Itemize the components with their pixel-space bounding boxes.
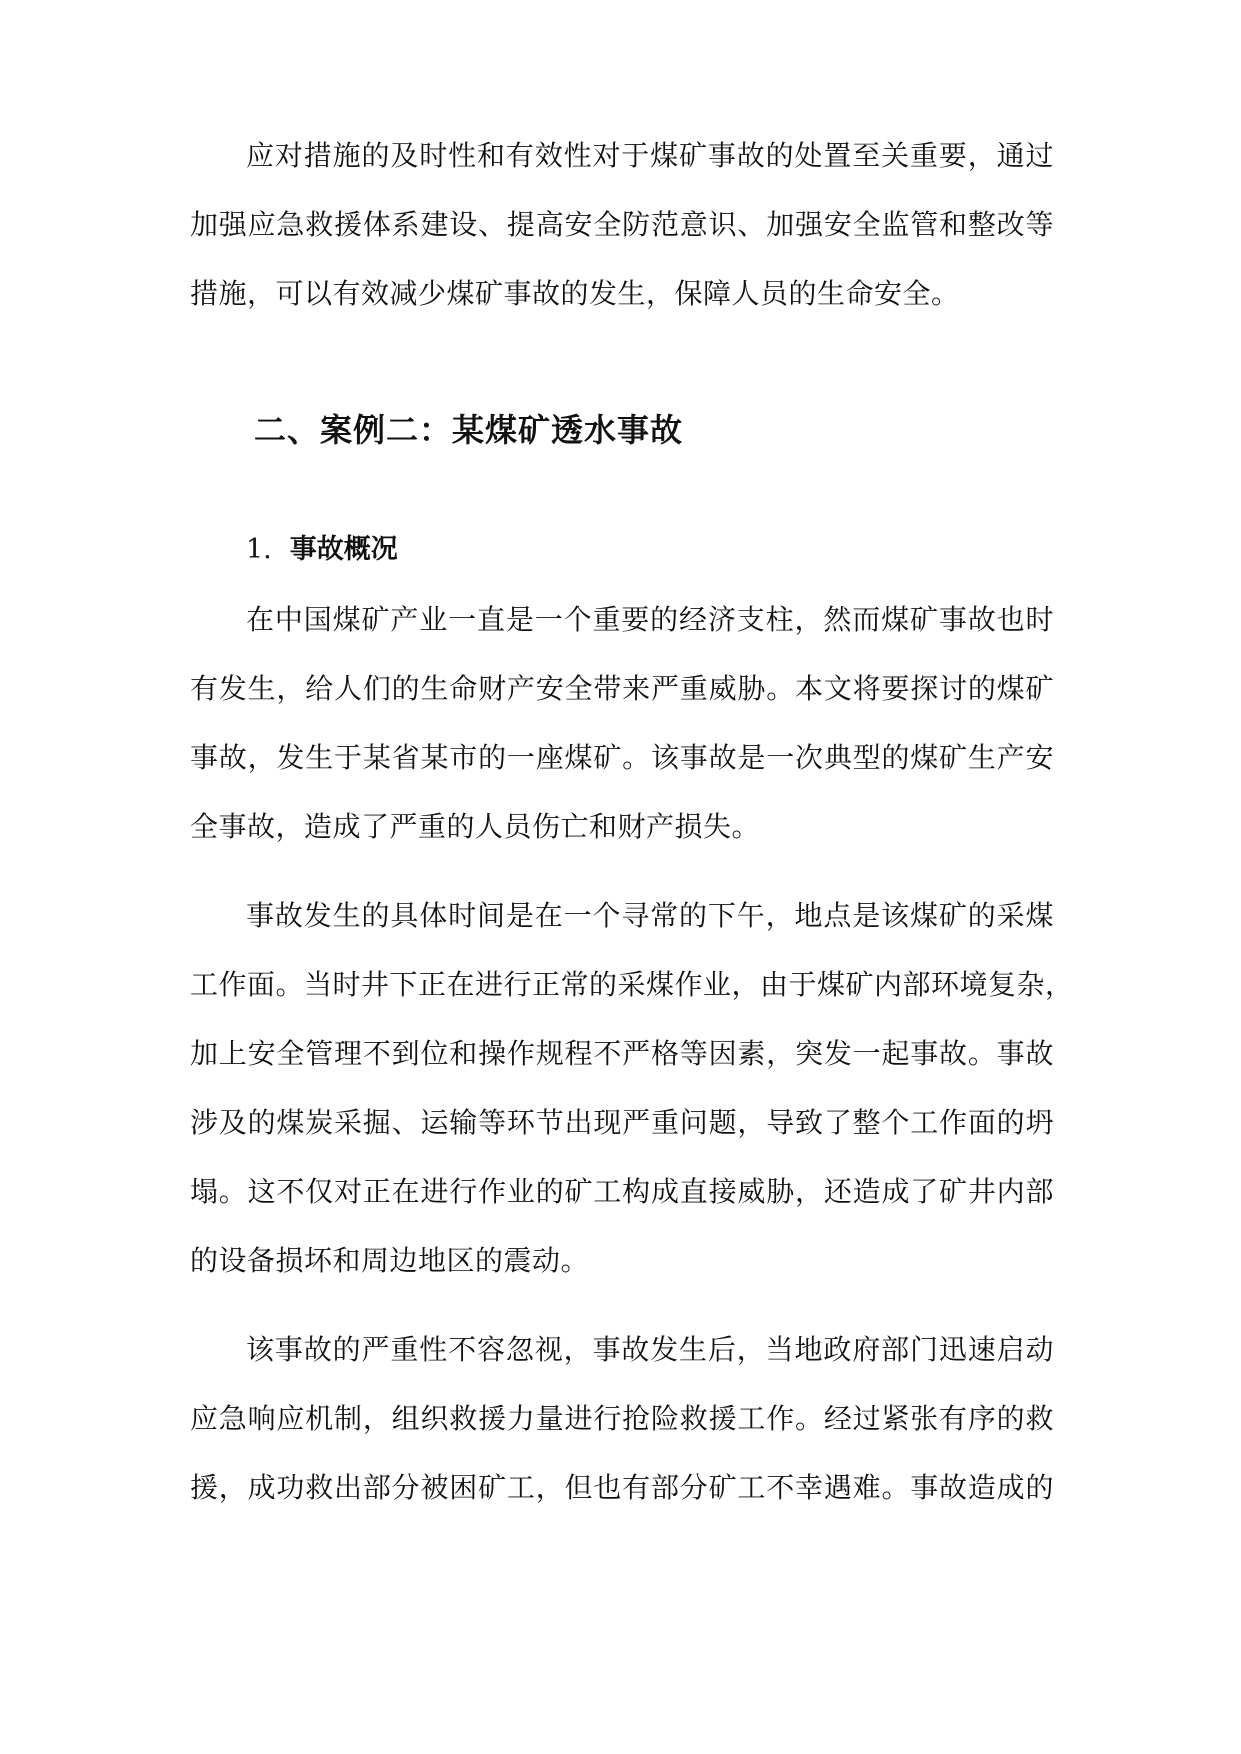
paragraph-3-line-3: 加上安全管理不到位和操作规程不严格等因素，突发一起事故。事故 bbox=[190, 1037, 1054, 1070]
paragraph-2-line-4: 全事故，造成了严重的人员伤亡和财产损失。 bbox=[190, 810, 761, 843]
paragraph-1-line-3: 措施，可以有效减少煤矿事故的发生，保障人员的生命安全。 bbox=[190, 277, 960, 310]
paragraph-3-line-6: 的设备损坏和周边地区的震动。 bbox=[190, 1244, 590, 1277]
paragraph-3-line-5: 塌。这不仅对正在进行作业的矿工构成直接威胁，还造成了矿井内部 bbox=[190, 1175, 1054, 1208]
paragraph-4-line-1: 该事故的严重性不容忽视，事故发生后，当地政府部门迅速启动 bbox=[246, 1333, 1054, 1366]
paragraph-3-line-1: 事故发生的具体时间是在一个寻常的下午，地点是该煤矿的采煤 bbox=[246, 899, 1054, 932]
paragraph-4-line-3: 援，成功救出部分被困矿工，但也有部分矿工不幸遇难。事故造成的 bbox=[190, 1471, 1054, 1504]
paragraph-2-line-2: 有发生，给人们的生命财产安全带来严重威胁。本文将要探讨的煤矿 bbox=[190, 672, 1054, 705]
paragraph-3-line-2: 工作面。当时井下正在进行正常的采煤作业，由于煤矿内部环境复杂， bbox=[190, 968, 1074, 1001]
sub-heading-number: 1. bbox=[246, 534, 272, 565]
paragraph-4-line-2: 应急响应机制，组织救援力量进行抢险救援工作。经过紧张有序的救 bbox=[190, 1402, 1054, 1435]
sub-heading bbox=[246, 530, 398, 570]
paragraph-2-line-1: 在中国煤矿产业一直是一个重要的经济支柱，然而煤矿事故也时 bbox=[246, 603, 1054, 636]
paragraph-1-line-2: 加强应急救援体系建设、提高安全防范意识、加强安全监管和整改等 bbox=[190, 208, 1054, 241]
paragraph-2-line-3: 事故，发生于某省某市的一座煤矿。该事故是一次典型的煤矿生产安 bbox=[190, 741, 1054, 774]
paragraph-3-line-4: 涉及的煤炭采掘、运输等环节出现严重问题，导致了整个工作面的坍 bbox=[190, 1106, 1054, 1139]
paragraph-1-line-1: 应对措施的及时性和有效性对于煤矿事故的处置至关重要，通过 bbox=[246, 139, 1054, 172]
section-heading: 二、案例二：某煤矿透水事故 bbox=[254, 411, 684, 449]
sub-heading-title: 事故概况 bbox=[289, 534, 398, 565]
